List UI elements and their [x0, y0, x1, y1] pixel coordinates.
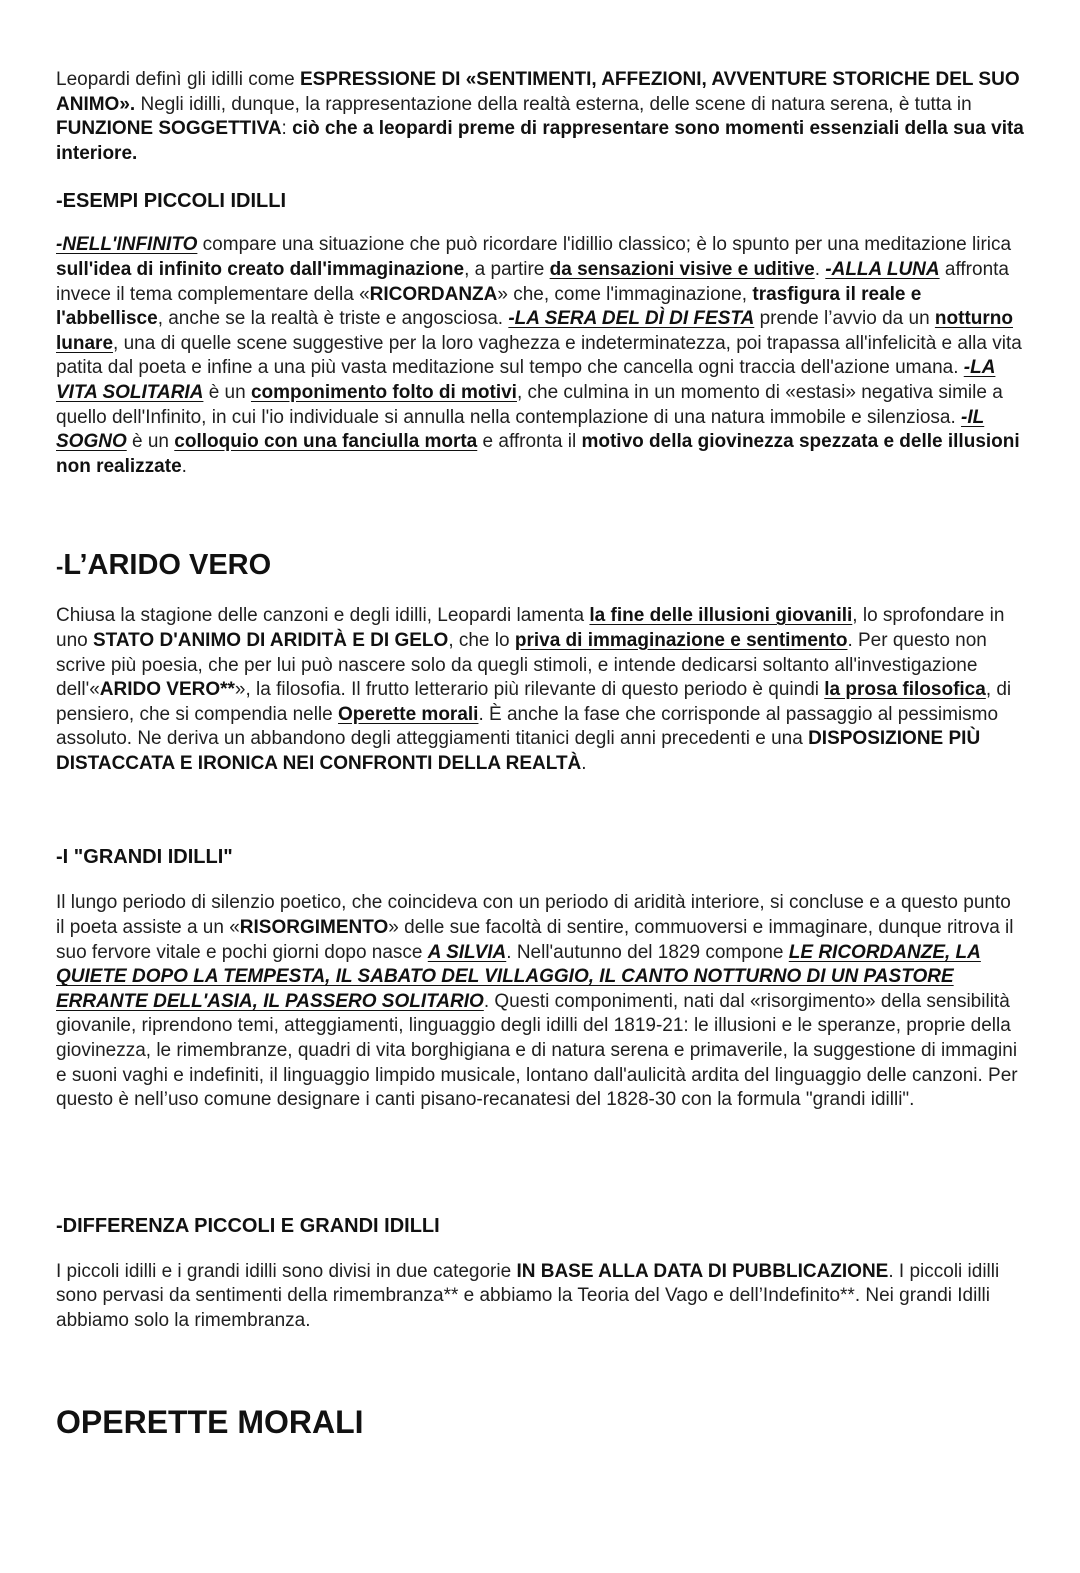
section-heading-operette-morali: OPERETTE MORALI — [56, 1403, 364, 1440]
intro-bold: ESPRESSIONE DI «SENTIMENTI, AFFEZIONI, AVVENTURE STORICHE DEL SUO ANIMO». — [56, 69, 1020, 115]
poem-title: -IL SOGNO — [56, 406, 985, 453]
section-heading-differenza: -DIFFERENZA PICCOLI E GRANDI IDILLI — [56, 1214, 440, 1237]
section-heading-grandi-idilli: -I "GRANDI IDILLI" — [56, 846, 233, 869]
poem-title: LE RICORDANZE, LA QUIETE DOPO LA TEMPESTA, IL SABATO DEL VILLAGGIO, IL CANTO NOTTURNO DI UN PASTORE ERRANTE DELL'ASIA, IL PASSERO SOLITARIO — [56, 941, 981, 1012]
poem-title: A SILVIA — [427, 941, 507, 963]
esempi-paragraph: -NELL'INFINITO compare una situazione che può ricordare l'idillio classico; è lo spunto per una meditazione lirica sull'idea di infinito creato dall'immaginazione, a partire da sensazioni visive e uditive. -ALLA LUNA affronta invece il tema complementare della «RICORDANZA» che, come l'immaginazione, trasfigura il reale e l'abbellisce, anche se la realtà è triste e angosciosa. -LA SERA DEL DÌ DI FESTA prende l’avvio da un notturno lunare, una di quelle scene suggestive per la loro vaghezza e indeterminatezza, poi trapassa all'infelicità e alla vita patita dal poeta e infine a una più vasta meditazione sul tempo che cancella ogni traccia dell'azione umana. -LA VITA SOLITARIA è un componimento folto di motivi, che culmina in un momento di «estasi» negativa simile a quello dell'Infinito, in cui l'io individuale si annulla nella contemplazione di una natura immobile e silenziosa. -IL SOGNO è un colloquio con una fanciulla morta e affronta il motivo della giovinezza spezzata e delle illusioni non realizzate. — [56, 234, 1022, 477]
poem-title: -LA VITA SOLITARIA — [56, 357, 996, 403]
intro-text: Leopardi definì gli idilli come — [56, 69, 300, 90]
poem-title: -NELL'INFINITO — [56, 234, 198, 256]
intro-bold: ciò che a leopardi preme di rappresentare sono momenti essenziali della sua vita interiore. — [56, 118, 1024, 164]
section-heading-esempi: -ESEMPI PICCOLI IDILLI — [56, 190, 287, 213]
arido-paragraph: Chiusa la stagione delle canzoni e degli idilli, Leopardi lamenta la fine delle illusioni giovanili, lo sprofondare in uno STATO D'ANIMO DI ARIDITÀ E DI GELO, che lo priva di immaginazione e sentimento. Per questo non scrive più poesia, che per lui può nascere solo da quegli stimoli, e intende dedicarsi soltanto all'investigazione dell'«ARIDO VERO**», la filosofia. Il frutto letterario più rilevante di questo periodo è quindi la prosa filosofica, di pensiero, che si compendia nelle Operette morali. È anche la fase che corrisponde al passaggio al pessimismo assoluto. Ne deriva un abbandono degli atteggiamenti titanici degli anni precedenti e una DISPOSIZIONE PIÙ DISTACCATA E IRONICA NEI CONFRONTI DELLA REALTÀ. — [56, 605, 1012, 774]
poem-title: -ALLA LUNA — [825, 258, 940, 280]
differenza-paragraph: I piccoli idilli e i grandi idilli sono divisi in due categorie IN BASE ALLA DATA DI PUBBLICAZIONE. I piccoli idilli sono pervasi da sentimenti della rimembranza** e abbiamo la Teoria del Vago e dell’Indefinito**. Nei grandi Idilli abbiamo solo la rimembranza. — [56, 1260, 1000, 1331]
section-heading-arido-vero: -L’ARIDO VERO — [56, 549, 272, 582]
intro-text: Negli idilli, dunque, la rappresentazione della realtà esterna, delle scene di natura serena, è tutta in — [135, 93, 972, 115]
intro-text: : — [281, 118, 293, 140]
intro-paragraph — [56, 68, 1024, 166]
intro-bold: FUNZIONE SOGGETTIVA — [56, 118, 282, 140]
grandi-paragraph: Il lungo periodo di silenzio poetico, che coincideva con un periodo di aridità interiore, si concluse e a questo punto il poeta assiste a un «RISORGIMENTO» delle sue facoltà di sentire, commuoversi e immaginare, dunque ritrova il suo fervore vitale e pochi giorni dopo nasce A SILVIA. Nell'autunno del 1829 compone LE RICORDANZE, LA QUIETE DOPO LA TEMPESTA, IL SABATO DEL VILLAGGIO, IL CANTO NOTTURNO DI UN PASTORE ERRANTE DELL'ASIA, IL PASSERO SOLITARIO. Questi componimenti, nati dal «risorgimento» della sensibilità giovanile, riprendono temi, atteggiamenti, linguaggio degli idilli del 1819-21: le illusioni e le speranze, proprie della giovinezza, le rimembranze, quadri di vita borghigiana e di natura serena e primaverile, la suggestione di immagini e suoni vaghi e indefiniti, il linguaggio limpido musicale, lontano dall'aulicità ardita del linguaggio delle canzoni. Per questo è nell’uso comune designare i canti pisano-recanatesi del 1828-30 con la formula "grandi idilli". — [56, 892, 1018, 1111]
poem-title: -LA SERA DEL DÌ DI FESTA — [508, 308, 755, 330]
